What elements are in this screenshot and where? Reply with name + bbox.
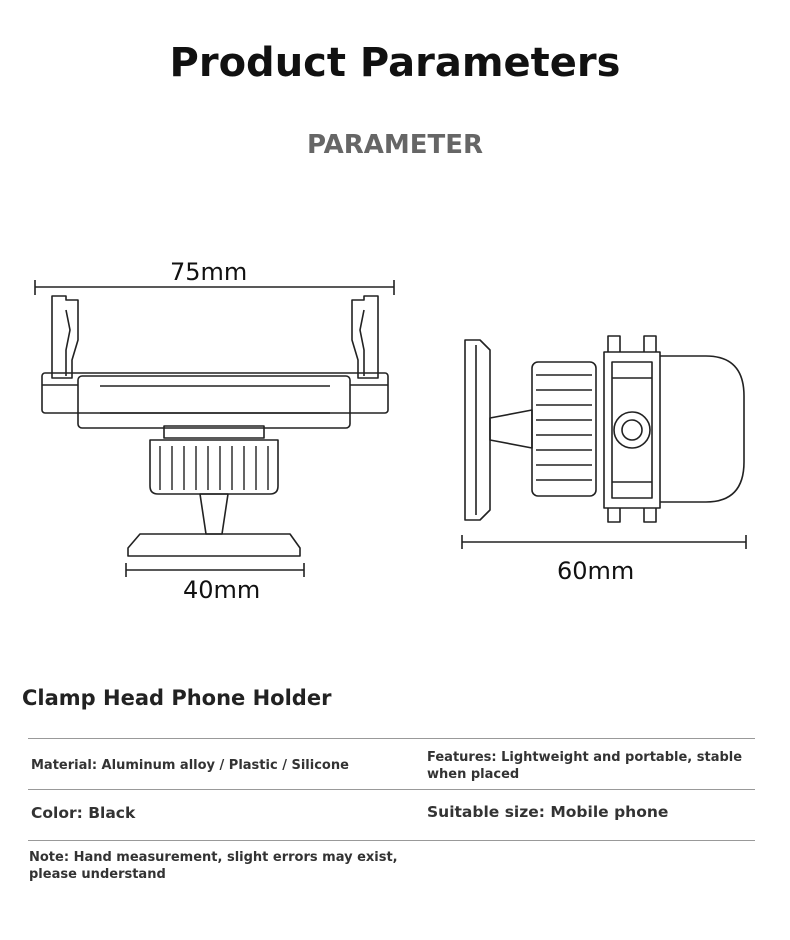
table-divider	[28, 840, 755, 841]
spec-size: Suitable size: Mobile phone	[427, 803, 669, 821]
depth-dimension-label: 60mm	[557, 557, 635, 585]
section-subtitle: PARAMETER	[306, 130, 484, 160]
product-name: Clamp Head Phone Holder	[22, 686, 332, 710]
front-view-diagram	[35, 280, 394, 577]
table-divider	[28, 738, 755, 739]
page-title: Product Parameters	[169, 40, 621, 86]
table-divider	[28, 789, 755, 790]
spec-features: Features: Lightweight and portable, stable when placed	[427, 750, 743, 782]
measurement-note: Note: Hand measurement, slight errors may exist, please understand	[29, 850, 398, 882]
spec-color: Color: Black	[31, 804, 136, 822]
width-dimension-label: 75mm	[170, 258, 248, 286]
side-view-diagram	[462, 336, 746, 549]
base-dimension-label: 40mm	[183, 576, 261, 604]
spec-material: Material: Aluminum alloy / Plastic / Silicone	[31, 758, 349, 773]
